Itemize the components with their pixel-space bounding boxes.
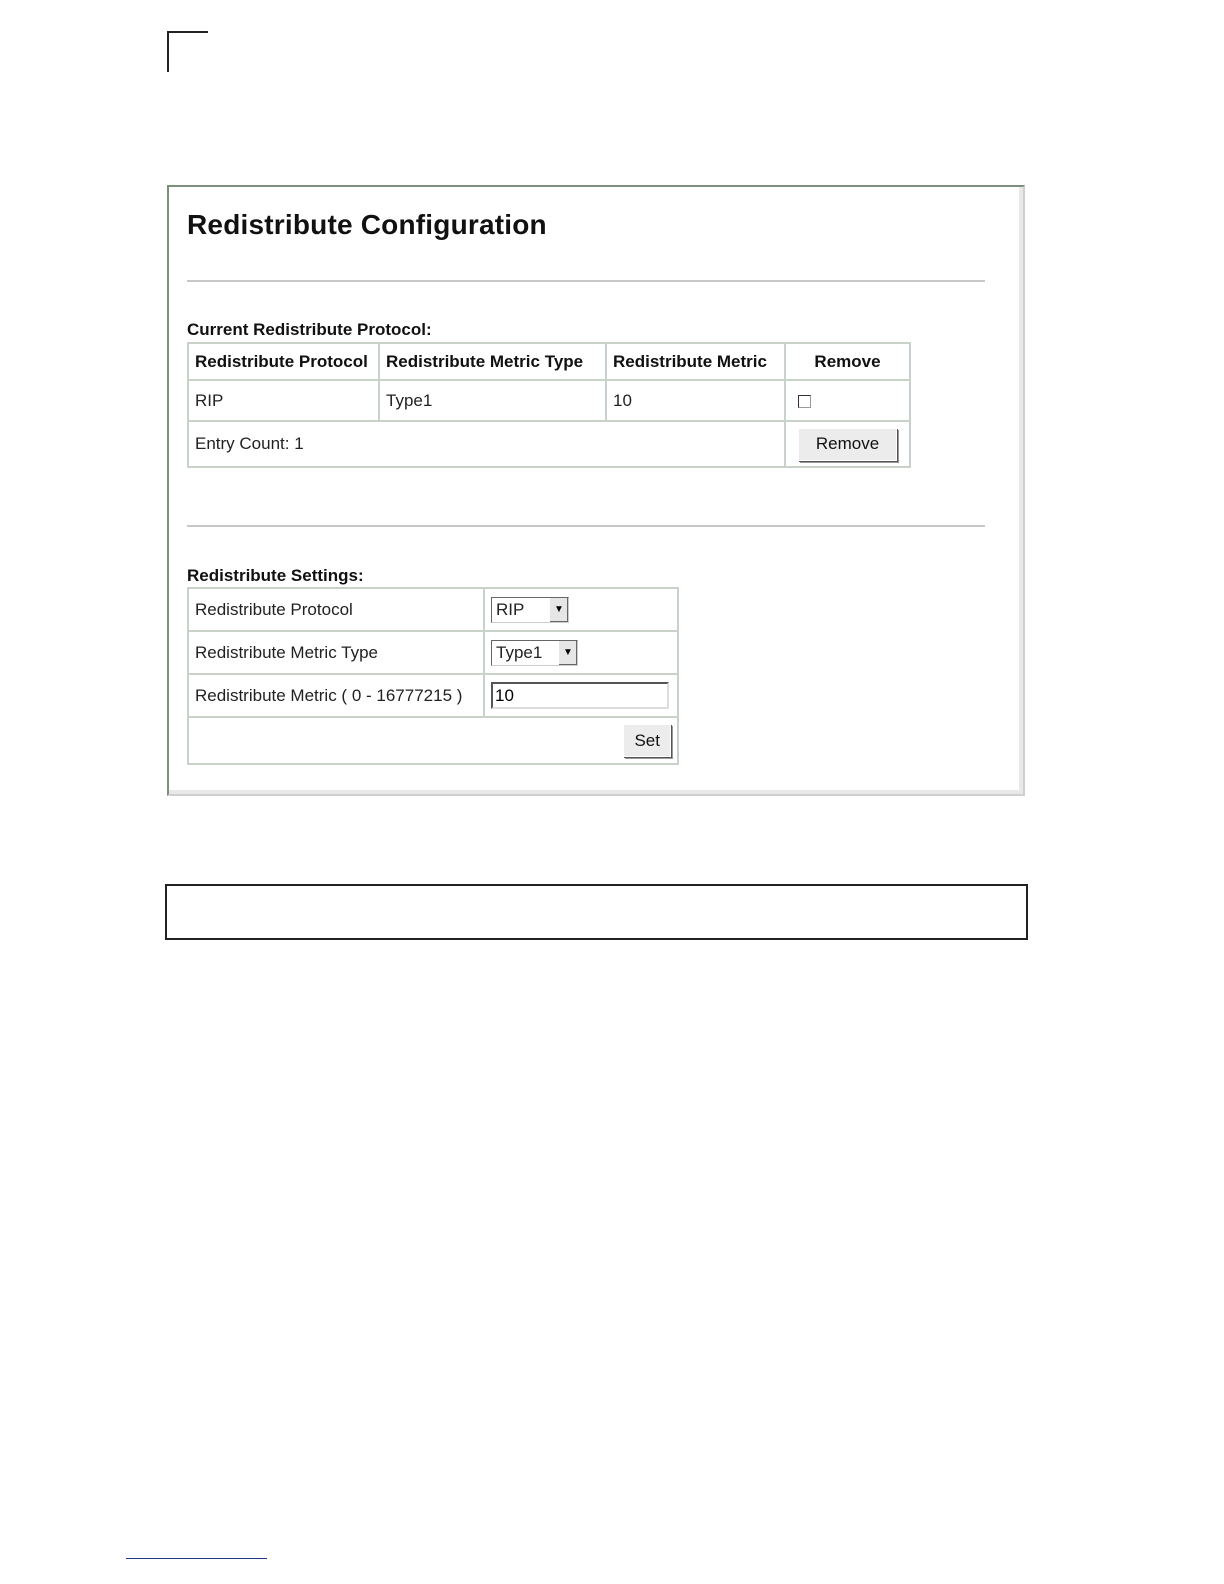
page-title: Redistribute Configuration [187,209,547,240]
cell-metric: 10 [606,380,785,421]
footer-rule [126,1558,267,1559]
metric-row [188,674,678,717]
header-redistribute-metric-type: Redistribute Metric Type [379,343,606,380]
header-redistribute-protocol: Redistribute Protocol [188,343,379,380]
cell-protocol: RIP [188,380,379,421]
cell-remove [785,380,910,421]
cell-metric-type: Type1 [379,380,606,421]
metric-type-row [188,631,678,674]
settings-section-label: Redistribute Settings: [187,566,364,585]
metric-label: Redistribute Metric ( 0 - 16777215 ) [188,674,484,717]
redistribute-configuration-panel [167,185,1025,796]
protocol-label: Redistribute Protocol [188,588,484,631]
protocol-select[interactable] [491,597,569,623]
entry-count: Entry Count: 1 [188,421,785,467]
settings-table [187,587,679,765]
divider [187,280,985,282]
entry-count-row [188,421,910,467]
remove-checkbox[interactable] [798,395,811,408]
header-remove: Remove [785,343,910,380]
table-row [188,380,910,421]
protocol-row [188,588,678,631]
metric-type-select-value: Type1 [496,642,543,662]
chevron-down-icon[interactable]: ▼ [549,598,568,622]
set-button[interactable]: Set [623,724,671,757]
divider [187,525,985,527]
header-redistribute-metric: Redistribute Metric [606,343,785,380]
metric-input[interactable] [491,682,669,709]
caption-box [165,884,1028,940]
chevron-down-icon[interactable]: ▼ [558,641,577,665]
remove-button[interactable]: Remove [798,428,897,461]
current-protocol-section-label: Current Redistribute Protocol: [187,320,432,339]
current-protocol-table [187,342,911,468]
metric-type-label: Redistribute Metric Type [188,631,484,674]
set-row [188,717,678,764]
crop-mark [167,31,208,72]
protocol-select-value: RIP [496,599,525,619]
table-header-row [188,343,910,380]
metric-type-select[interactable] [491,640,578,666]
